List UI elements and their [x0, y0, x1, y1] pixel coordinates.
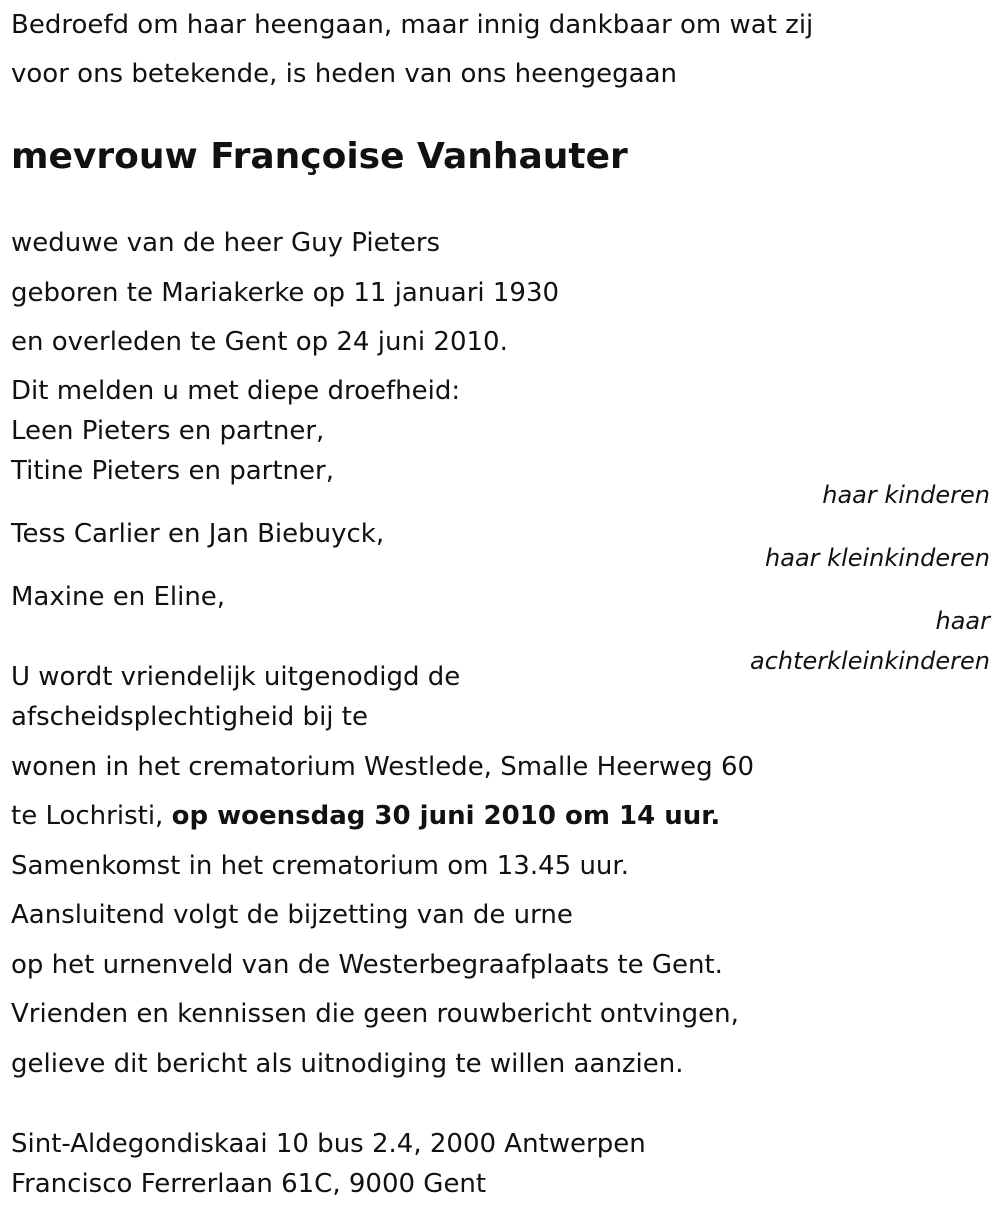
address-1: Sint-Aldegondiskaai 10 bus 2.4, 2000 Antwerpen [11, 1129, 646, 1159]
bio-widow-line: weduwe van de heer Guy Pieters [11, 228, 441, 258]
great-grandchildren: Maxine en Eline, [11, 582, 226, 612]
invitation-line-2: afscheidsplechtigheid bij te [11, 702, 368, 732]
great-grandchildren-role-line-1: haar [935, 607, 990, 635]
intro-line-2: voor ons betekende, is heden van ons heengegaan [11, 59, 677, 89]
invitation-line-1: U wordt vriendelijk uitgenodigd de [11, 662, 461, 692]
invitation-line-3: wonen in het crematorium Westlede, Smalle Heerweg 60 [11, 752, 755, 782]
ceremony-datetime: op woensdag 30 juni 2010 om 14 uur. [171, 801, 721, 831]
child-1: Leen Pieters en partner, [11, 416, 325, 446]
details-line-3: op het urnenveld van de Westerbegraafplaats te Gent. [11, 950, 723, 980]
great-grandchildren-role-line-2: achterkleinkinderen [750, 647, 990, 675]
grandchildren: Tess Carlier en Jan Biebuyck, [11, 519, 385, 549]
announcers-intro: Dit melden u met diepe droefheid: [11, 376, 461, 406]
address-2: Francisco Ferrerlaan 61C, 9000 Gent [11, 1169, 487, 1199]
deceased-name: mevrouw Françoise Vanhauter [11, 136, 628, 177]
grandchildren-role: haar kleinkinderen [765, 544, 990, 572]
ceremony-line [11, 801, 720, 831]
details-line-2: Aansluitend volgt de bijzetting van de urne [11, 900, 573, 930]
bio-death-line: en overleden te Gent op 24 juni 2010. [11, 327, 508, 357]
details-line-1: Samenkomst in het crematorium om 13.45 uur. [11, 851, 629, 881]
details-line-4: Vrienden en kennissen die geen rouwbericht ontvingen, [11, 999, 739, 1029]
children-role: haar kinderen [822, 481, 990, 509]
child-2: Titine Pieters en partner, [11, 456, 334, 486]
ceremony-place: te Lochristi, [11, 801, 172, 831]
bio-birth-line: geboren te Mariakerke op 11 januari 1930 [11, 278, 560, 308]
details-line-5: gelieve dit bericht als uitnodiging te willen aanzien. [11, 1049, 684, 1079]
intro-line-1: Bedroefd om haar heengaan, maar innig dankbaar om wat zij [11, 10, 814, 40]
